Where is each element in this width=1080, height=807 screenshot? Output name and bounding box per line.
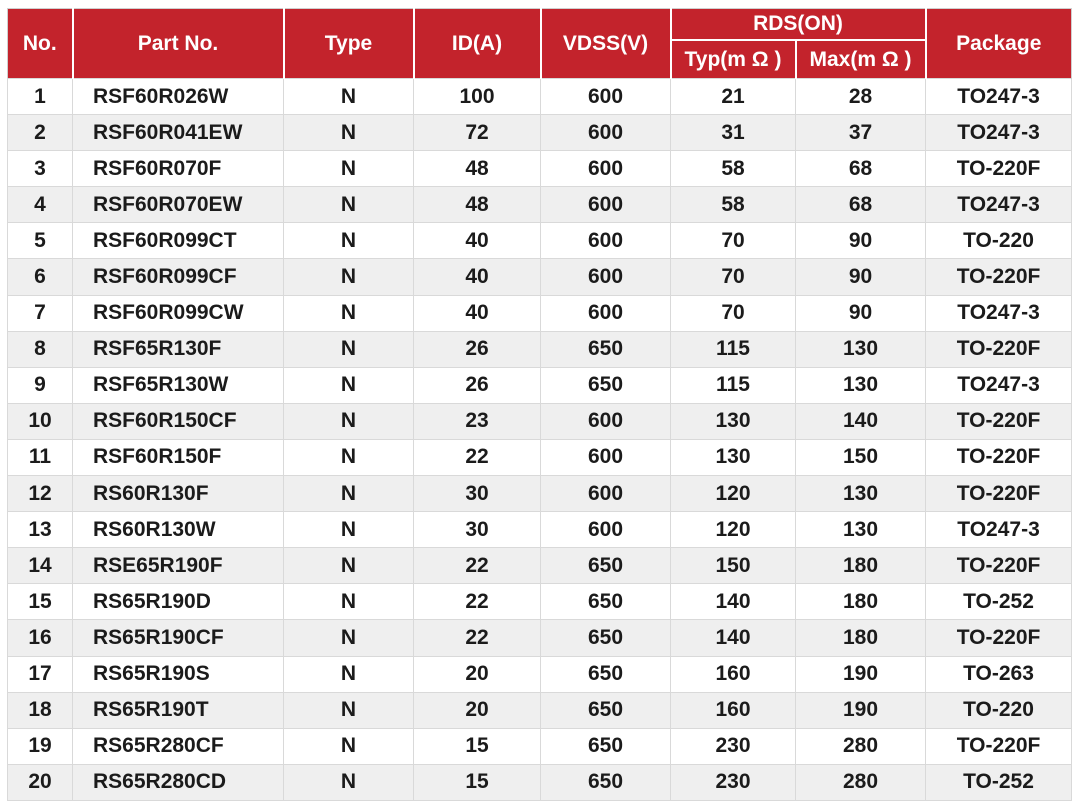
cell-rds-max-m-ohm: 180 (796, 620, 926, 656)
cell-rds-typ-m-ohm: 115 (671, 367, 796, 403)
cell-no: 15 (8, 584, 73, 620)
cell-no: 3 (8, 151, 73, 187)
cell-vdss-v: 600 (541, 223, 671, 259)
cell-rds-max-m-ohm: 90 (796, 223, 926, 259)
cell-part-no: RSF60R070EW (73, 187, 284, 223)
cell-rds-typ-m-ohm: 140 (671, 620, 796, 656)
cell-vdss-v: 600 (541, 295, 671, 331)
cell-part-no: RS65R190T (73, 692, 284, 728)
cell-rds-typ-m-ohm: 70 (671, 223, 796, 259)
table-row (8, 439, 1072, 475)
cell-rds-max-m-ohm: 180 (796, 548, 926, 584)
table-row (8, 151, 1072, 187)
cell-no: 9 (8, 367, 73, 403)
cell-package: TO-220F (926, 403, 1072, 439)
cell-vdss-v: 600 (541, 403, 671, 439)
cell-rds-typ-m-ohm: 21 (671, 79, 796, 115)
cell-rds-max-m-ohm: 180 (796, 584, 926, 620)
cell-type: N (284, 367, 414, 403)
cell-type: N (284, 728, 414, 764)
cell-vdss-v: 600 (541, 476, 671, 512)
cell-no: 12 (8, 476, 73, 512)
cell-package: TO-220F (926, 548, 1072, 584)
cell-vdss-v: 600 (541, 439, 671, 475)
cell-rds-max-m-ohm: 130 (796, 367, 926, 403)
table-row (8, 367, 1072, 403)
cell-part-no: RSF65R130F (73, 331, 284, 367)
cell-part-no: RS60R130W (73, 512, 284, 548)
cell-vdss-v: 650 (541, 656, 671, 692)
cell-id-a: 30 (414, 476, 541, 512)
cell-id-a: 23 (414, 403, 541, 439)
cell-package: TO-252 (926, 584, 1072, 620)
cell-rds-max-m-ohm: 90 (796, 259, 926, 295)
cell-rds-max-m-ohm: 68 (796, 187, 926, 223)
header-row-top (8, 9, 1072, 41)
cell-id-a: 20 (414, 656, 541, 692)
cell-type: N (284, 187, 414, 223)
cell-vdss-v: 650 (541, 692, 671, 728)
cell-no: 7 (8, 295, 73, 331)
cell-id-a: 100 (414, 79, 541, 115)
cell-rds-max-m-ohm: 190 (796, 692, 926, 728)
cell-type: N (284, 115, 414, 151)
cell-rds-max-m-ohm: 140 (796, 403, 926, 439)
cell-rds-typ-m-ohm: 140 (671, 584, 796, 620)
cell-vdss-v: 650 (541, 367, 671, 403)
cell-no: 16 (8, 620, 73, 656)
column-header-rds-on: RDS(ON) (671, 9, 926, 41)
cell-type: N (284, 79, 414, 115)
cell-id-a: 15 (414, 728, 541, 764)
cell-no: 13 (8, 512, 73, 548)
column-header-vdss-v: VDSS(V) (541, 9, 671, 79)
cell-type: N (284, 403, 414, 439)
cell-type: N (284, 439, 414, 475)
cell-rds-max-m-ohm: 130 (796, 512, 926, 548)
cell-rds-typ-m-ohm: 31 (671, 115, 796, 151)
cell-part-no: RSF60R099CT (73, 223, 284, 259)
cell-part-no: RSE65R190F (73, 548, 284, 584)
cell-type: N (284, 331, 414, 367)
cell-rds-typ-m-ohm: 58 (671, 151, 796, 187)
cell-id-a: 22 (414, 439, 541, 475)
cell-no: 5 (8, 223, 73, 259)
cell-type: N (284, 512, 414, 548)
cell-vdss-v: 600 (541, 151, 671, 187)
cell-rds-max-m-ohm: 190 (796, 656, 926, 692)
cell-rds-max-m-ohm: 68 (796, 151, 926, 187)
table-row (8, 584, 1072, 620)
cell-part-no: RSF60R041EW (73, 115, 284, 151)
cell-package: TO-220 (926, 223, 1072, 259)
cell-id-a: 30 (414, 512, 541, 548)
table-row (8, 115, 1072, 151)
cell-part-no: RSF60R026W (73, 79, 284, 115)
cell-vdss-v: 600 (541, 512, 671, 548)
cell-no: 1 (8, 79, 73, 115)
cell-part-no: RSF60R150F (73, 439, 284, 475)
column-header-part-no: Part No. (73, 9, 284, 79)
cell-package: TO-252 (926, 764, 1072, 800)
cell-rds-typ-m-ohm: 160 (671, 692, 796, 728)
cell-no: 6 (8, 259, 73, 295)
cell-type: N (284, 223, 414, 259)
cell-rds-typ-m-ohm: 120 (671, 512, 796, 548)
cell-package: TO-220F (926, 331, 1072, 367)
cell-rds-max-m-ohm: 150 (796, 439, 926, 475)
cell-no: 14 (8, 548, 73, 584)
table-row (8, 403, 1072, 439)
column-header-rds-typ: Typ(m Ω ) (671, 40, 796, 79)
cell-package: TO247-3 (926, 187, 1072, 223)
cell-no: 18 (8, 692, 73, 728)
cell-id-a: 22 (414, 620, 541, 656)
table-row (8, 187, 1072, 223)
cell-rds-max-m-ohm: 28 (796, 79, 926, 115)
cell-rds-typ-m-ohm: 130 (671, 403, 796, 439)
cell-vdss-v: 600 (541, 79, 671, 115)
cell-id-a: 48 (414, 151, 541, 187)
cell-package: TO247-3 (926, 367, 1072, 403)
table-row (8, 331, 1072, 367)
table-row (8, 223, 1072, 259)
cell-part-no: RSF60R150CF (73, 403, 284, 439)
cell-package: TO247-3 (926, 115, 1072, 151)
cell-id-a: 20 (414, 692, 541, 728)
cell-type: N (284, 656, 414, 692)
cell-part-no: RS60R130F (73, 476, 284, 512)
cell-rds-typ-m-ohm: 230 (671, 728, 796, 764)
cell-id-a: 72 (414, 115, 541, 151)
cell-part-no: RS65R190S (73, 656, 284, 692)
cell-package: TO-220F (926, 476, 1072, 512)
table-header (8, 9, 1072, 79)
cell-vdss-v: 600 (541, 259, 671, 295)
cell-id-a: 22 (414, 584, 541, 620)
cell-rds-typ-m-ohm: 115 (671, 331, 796, 367)
cell-part-no: RS65R190CF (73, 620, 284, 656)
cell-vdss-v: 600 (541, 115, 671, 151)
cell-package: TO247-3 (926, 512, 1072, 548)
cell-rds-typ-m-ohm: 230 (671, 764, 796, 800)
cell-no: 19 (8, 728, 73, 764)
cell-part-no: RS65R280CF (73, 728, 284, 764)
cell-package: TO247-3 (926, 295, 1072, 331)
cell-rds-typ-m-ohm: 130 (671, 439, 796, 475)
cell-package: TO-263 (926, 656, 1072, 692)
cell-vdss-v: 650 (541, 764, 671, 800)
cell-part-no: RSF60R070F (73, 151, 284, 187)
table-row (8, 692, 1072, 728)
cell-package: TO-220F (926, 151, 1072, 187)
cell-no: 8 (8, 331, 73, 367)
cell-rds-typ-m-ohm: 70 (671, 295, 796, 331)
cell-vdss-v: 650 (541, 331, 671, 367)
cell-id-a: 40 (414, 259, 541, 295)
table-row (8, 656, 1072, 692)
table-row (8, 259, 1072, 295)
column-header-package: Package (926, 9, 1072, 79)
cell-type: N (284, 692, 414, 728)
cell-package: TO-220 (926, 692, 1072, 728)
cell-id-a: 40 (414, 295, 541, 331)
cell-rds-typ-m-ohm: 150 (671, 548, 796, 584)
cell-part-no: RSF60R099CW (73, 295, 284, 331)
cell-part-no: RSF65R130W (73, 367, 284, 403)
column-header-rds-max: Max(m Ω ) (796, 40, 926, 79)
table-row (8, 476, 1072, 512)
cell-rds-max-m-ohm: 280 (796, 728, 926, 764)
cell-no: 2 (8, 115, 73, 151)
cell-id-a: 26 (414, 367, 541, 403)
cell-id-a: 22 (414, 548, 541, 584)
cell-part-no: RS65R190D (73, 584, 284, 620)
cell-package: TO-220F (926, 620, 1072, 656)
cell-no: 11 (8, 439, 73, 475)
column-header-no: No. (8, 9, 73, 79)
cell-type: N (284, 584, 414, 620)
cell-type: N (284, 295, 414, 331)
cell-rds-typ-m-ohm: 120 (671, 476, 796, 512)
mosfet-spec-table (7, 8, 1072, 801)
cell-id-a: 15 (414, 764, 541, 800)
cell-type: N (284, 151, 414, 187)
cell-rds-max-m-ohm: 130 (796, 476, 926, 512)
cell-type: N (284, 476, 414, 512)
cell-no: 10 (8, 403, 73, 439)
cell-package: TO247-3 (926, 79, 1072, 115)
column-header-id-a: ID(A) (414, 9, 541, 79)
cell-rds-max-m-ohm: 130 (796, 331, 926, 367)
cell-rds-typ-m-ohm: 70 (671, 259, 796, 295)
cell-id-a: 48 (414, 187, 541, 223)
cell-no: 17 (8, 656, 73, 692)
cell-package: TO-220F (926, 728, 1072, 764)
cell-vdss-v: 650 (541, 548, 671, 584)
cell-type: N (284, 620, 414, 656)
cell-rds-max-m-ohm: 280 (796, 764, 926, 800)
cell-rds-typ-m-ohm: 58 (671, 187, 796, 223)
table-row (8, 728, 1072, 764)
cell-vdss-v: 650 (541, 584, 671, 620)
table-row (8, 548, 1072, 584)
cell-rds-max-m-ohm: 90 (796, 295, 926, 331)
cell-package: TO-220F (926, 259, 1072, 295)
table-row (8, 764, 1072, 800)
cell-type: N (284, 548, 414, 584)
cell-type: N (284, 764, 414, 800)
cell-part-no: RS65R280CD (73, 764, 284, 800)
table-row (8, 79, 1072, 115)
cell-rds-max-m-ohm: 37 (796, 115, 926, 151)
cell-package: TO-220F (926, 439, 1072, 475)
cell-part-no: RSF60R099CF (73, 259, 284, 295)
table-row (8, 295, 1072, 331)
cell-id-a: 26 (414, 331, 541, 367)
cell-vdss-v: 650 (541, 620, 671, 656)
table-row (8, 620, 1072, 656)
column-header-type: Type (284, 9, 414, 79)
cell-vdss-v: 650 (541, 728, 671, 764)
table-row (8, 512, 1072, 548)
cell-id-a: 40 (414, 223, 541, 259)
cell-no: 4 (8, 187, 73, 223)
cell-vdss-v: 600 (541, 187, 671, 223)
cell-type: N (284, 259, 414, 295)
cell-no: 20 (8, 764, 73, 800)
table-body (8, 79, 1072, 801)
cell-rds-typ-m-ohm: 160 (671, 656, 796, 692)
